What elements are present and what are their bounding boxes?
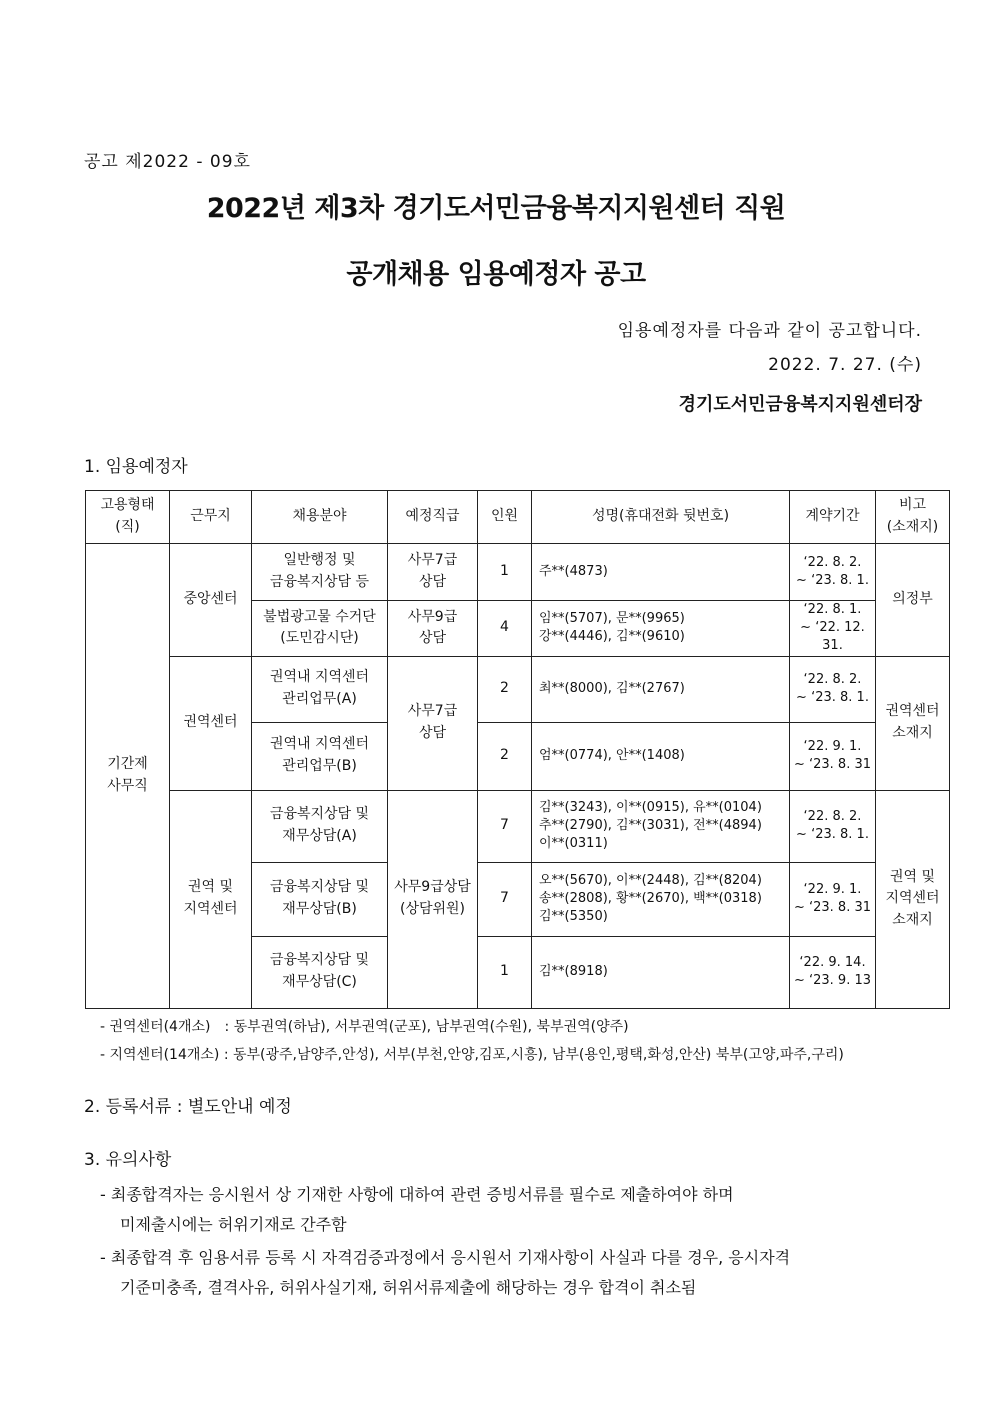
- issuer: 경기도서민금융복지지원센터장: [678, 394, 922, 415]
- header-grade: 예정직급: [388, 491, 478, 544]
- remark-regional: 권역센터 소재지: [876, 656, 950, 790]
- section3-title: 3. 유의사항: [84, 1150, 172, 1170]
- table-row: [86, 544, 950, 601]
- header-field: 채용분야: [252, 491, 388, 544]
- appointee-table: [85, 490, 950, 1009]
- count-cell: 7: [478, 862, 532, 936]
- notice-date: 2022. 7. 27. (수): [768, 355, 922, 375]
- employment-type-cell: 기간제 사무직: [86, 544, 170, 1009]
- caution-line: - 최종합격자는 응시원서 상 기재한 사항에 대하여 관련 증빙서류를 필수로 제출하여야 하며: [100, 1185, 734, 1204]
- names-cell: 임**(5707), 문**(9965) 강**(4446), 김**(9610): [532, 601, 790, 657]
- section2-title: 2. 등록서류 : 별도안내 예정: [84, 1097, 292, 1117]
- remark-local: 권역 및 지역센터 소재지: [876, 790, 950, 1008]
- header-remark: 비고 (소재지): [876, 491, 950, 544]
- grade-local: 사무9급상담 (상담위원): [388, 790, 478, 1008]
- workplace-local: 권역 및 지역센터: [170, 790, 252, 1008]
- header-names: 성명(휴대전화 뒷번호): [532, 491, 790, 544]
- header-period: 계약기간: [790, 491, 876, 544]
- names-cell: 김**(3243), 이**(0915), 유**(0104) 추**(2790), 김**(3031), 전**(4894) 이**(0311): [532, 790, 790, 862]
- period-cell: ‘22. 9. 14. ~ ‘23. 9. 13: [790, 936, 876, 1008]
- note-regional-centers: - 권역센터(4개소) : 동부권역(하남), 서부권역(군포), 남부권역(수원), 북부권역(양주): [100, 1019, 629, 1035]
- count-cell: 2: [478, 722, 532, 790]
- names-cell: 주**(4873): [532, 544, 790, 601]
- count-cell: 1: [478, 544, 532, 601]
- field-cell: 일반행정 및 금융복지상담 등: [252, 544, 388, 601]
- field-cell: 금융복지상담 및 재무상담(A): [252, 790, 388, 862]
- names-cell: 김**(8918): [532, 936, 790, 1008]
- caution-item: [100, 1243, 920, 1303]
- names-cell: 오**(5670), 이**(2448), 김**(8204) 송**(2808), 황**(2670), 백**(0318) 김**(5350): [532, 862, 790, 936]
- table-header-row: [86, 491, 950, 544]
- names-cell: 최**(8000), 김**(2767): [532, 656, 790, 722]
- grade-cell: 사무9급 상담: [388, 601, 478, 657]
- grade-regional: 사무7급 상담: [388, 656, 478, 790]
- caution-line: - 최종합격 후 임용서류 등록 시 자격검증과정에서 응시원서 기재사항이 사실과 다를 경우, 응시자격: [100, 1248, 791, 1267]
- field-cell: 금융복지상담 및 재무상담(C): [252, 936, 388, 1008]
- field-cell: 불법광고물 수거단 (도민감시단): [252, 601, 388, 657]
- period-cell: ‘22. 8. 2. ~ ‘23. 8. 1.: [790, 790, 876, 862]
- count-cell: 7: [478, 790, 532, 862]
- header-employment-type: 고용형태 (직): [86, 491, 170, 544]
- field-cell: 권역내 지역센터 관리업무(A): [252, 656, 388, 722]
- caution-item: [100, 1180, 920, 1240]
- remark-central: 의정부: [876, 544, 950, 657]
- notice-number: 공고 제2022 - 09호: [84, 152, 251, 172]
- header-count: 인원: [478, 491, 532, 544]
- table-row: [86, 656, 950, 722]
- page-title-line1: 2022년 제3차 경기도서민금융복지지원센터 직원: [206, 193, 786, 224]
- section1-title: 1. 임용예정자: [84, 457, 188, 477]
- count-cell: 4: [478, 601, 532, 657]
- field-cell: 권역내 지역센터 관리업무(B): [252, 722, 388, 790]
- period-cell: ‘22. 8. 2. ~ ‘23. 8. 1.: [790, 656, 876, 722]
- table-row: [86, 790, 950, 862]
- period-cell: ‘22. 9. 1. ~ ‘23. 8. 31: [790, 862, 876, 936]
- page-title-line2: 공개채용 임용예정자 공고: [346, 259, 646, 290]
- header-workplace: 근무지: [170, 491, 252, 544]
- names-cell: 엄**(0774), 안**(1408): [532, 722, 790, 790]
- workplace-central: 중앙센터: [170, 544, 252, 657]
- count-cell: 2: [478, 656, 532, 722]
- grade-cell: 사무7급 상담: [388, 544, 478, 601]
- workplace-regional: 권역센터: [170, 656, 252, 790]
- period-cell: ‘22. 8. 2. ~ ‘23. 8. 1.: [790, 544, 876, 601]
- count-cell: 1: [478, 936, 532, 1008]
- note-local-centers: - 지역센터(14개소) : 동부(광주,남양주,안성), 서부(부천,안양,김포,시흥), 남부(용인,평택,화성,안산) 북부(고양,파주,구리): [100, 1047, 844, 1063]
- caution-line: 미제출시에는 허위기재로 간주함: [120, 1215, 347, 1234]
- caution-line: 기준미충족, 결격사유, 허위사실기재, 허위서류제출에 해당하는 경우 합격이 취소됨: [120, 1278, 697, 1297]
- intro-text: 임용예정자를 다음과 같이 공고합니다.: [617, 321, 922, 341]
- field-cell: 금융복지상담 및 재무상담(B): [252, 862, 388, 936]
- period-cell: ‘22. 9. 1. ~ ‘23. 8. 31: [790, 722, 876, 790]
- period-cell: ‘22. 8. 1. ~ ‘22. 12. 31.: [790, 601, 876, 657]
